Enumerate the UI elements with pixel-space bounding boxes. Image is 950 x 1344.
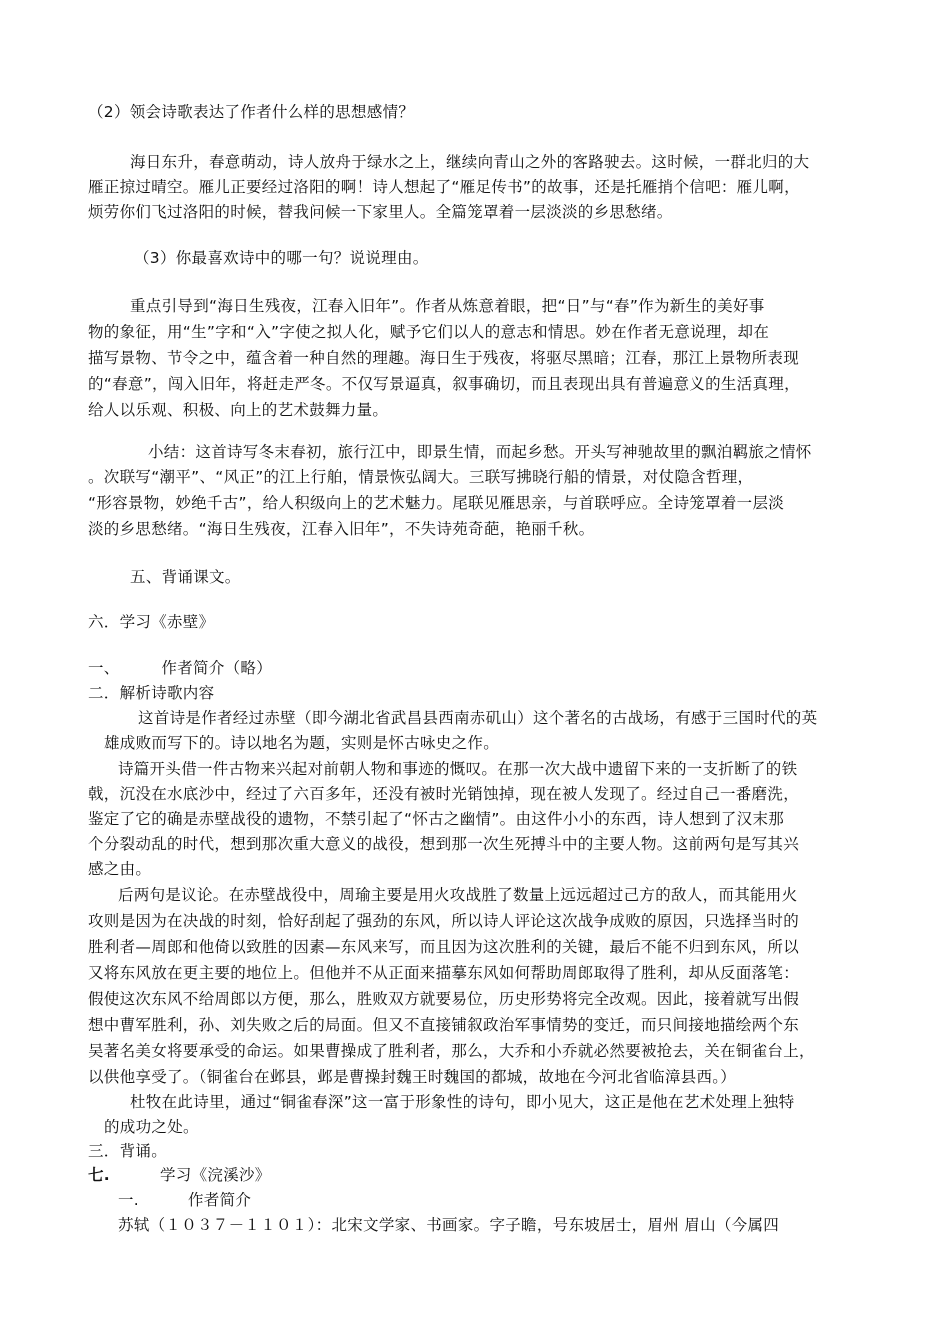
section-5-heading: 五、背诵课文。	[130, 568, 241, 586]
paragraph-line: 吴著名美女将要承受的命运。如果曹操成了胜利者，那么，大乔和小乔就必然要被抢去，关在铜雀台上，	[88, 1042, 815, 1060]
paragraph-line: 雄成败而写下的。诗以地名为题，实则是怀古咏史之作。	[104, 734, 500, 752]
summary-line: 。次联写“潮平”、“风正”的江上行舶，情景恢弘阔大。三联写拂晓行船的情景，对仗隐含哲理，	[88, 468, 754, 486]
section-7-title: 学习《浣溪沙》	[160, 1166, 271, 1184]
paragraph-line: 诗篇开头借一件古物来兴起对前朝人物和事迹的慨叹。在那一次大战中遗留下来的一支折断了的铁	[118, 760, 798, 778]
paragraph-line: 给人以乐观、积极、向上的艺术鼓舞力量。	[88, 401, 389, 419]
paragraph-line: 又将东风放在更主要的地位上。但他并不从正面来描摹东风如何帮助周郎取得了胜利，却从反面落笔：	[88, 964, 800, 982]
question-2-title: （2）领会诗歌表达了作者什么样的思想感情？	[88, 103, 415, 121]
paragraph-line: 描写景物、节令之中，蕴含着一种自然的理趣。海日生于残夜，将驱尽黑暗；江春，那江上景物所表现	[88, 349, 800, 367]
summary-line: 淡的乡思愁绪。“海日生残夜，江春入旧年”，不失诗苑奇葩，艳丽千秋。	[88, 520, 595, 538]
section-7-number: 七.	[88, 1166, 110, 1184]
paragraph-line: 戟，沉没在水底沙中，经过了六百多年，还没有被时光销蚀掉，现在被人发现了。经过自己一番磨洗，	[88, 785, 800, 803]
section-6-heading: 六．学习《赤壁》	[88, 613, 215, 631]
paragraph-line: 后两句是议论。在赤壁战役中，周瑜主要是用火攻战胜了数量上远远超过己方的敌人，而其能用火	[118, 886, 798, 904]
paragraph-line: 的“春意”，闯入旧年，将赶走严冬。不仅写景逼真，叙事确切，而且表现出具有普遍意义的生活真理，	[88, 375, 800, 393]
summary-line: “形容景物，妙绝千古”，给人积级向上的艺术魅力。尾联见雁思亲，与首联呼应。全诗笼罩着一层淡	[88, 494, 785, 512]
author-intro-heading: 一、 作者简介（略）	[88, 659, 273, 677]
summary-line: 小结：这首诗写冬末春初，旅行江中，即景生情，而起乡愁。开头写神驰故里的飘泊羁旅之情怀	[148, 443, 812, 461]
paragraph-line: 的成功之处。	[104, 1118, 199, 1136]
paragraph-line: 杜牧在此诗里，通过“铜雀春深”这一富于形象性的诗句，即小见大，这正是他在艺术处理上独特	[130, 1093, 795, 1111]
paragraph-line: 感之由。	[88, 860, 152, 878]
paragraph-line: 重点引导到“海日生残夜，江春入旧年”。作者从炼意着眼，把“日”与“春”作为新生的美好事	[130, 297, 765, 315]
paragraph-line: 假使这次东风不给周郎以方便，那么，胜败双方就要易位，历史形势将完全改观。因此，接着就写出假	[88, 990, 800, 1008]
paragraph-line: 这首诗是作者经过赤壁（即今湖北省武昌县西南赤矶山）这个著名的古战场，有感于三国时代的英	[138, 709, 818, 727]
recite-heading: 三．背诵。	[88, 1142, 168, 1160]
analysis-heading: 二．解析诗歌内容	[88, 684, 215, 702]
paragraph-line: 想中曹军胜利，孙、刘失败之后的局面。但又不直接铺叙政治军事情势的变迁，而只间接地描绘两个东	[88, 1016, 800, 1034]
paragraph-line: 以供他享受了。（铜雀台在邺县，邺是曹操封魏王时魏国的都城，故地在今河北省临漳县西。）	[88, 1068, 737, 1086]
paragraph-line: 胜利者—周郎和他倚以致胜的因素—东风来写，而且因为这次胜利的关键，最后不能不归到东风，所以	[88, 938, 800, 956]
paragraph-line: 烦劳你们飞过洛阳的时候，替我问候一下家里人。全篇笼罩着一层淡淡的乡思愁绪。	[88, 203, 673, 221]
paragraph-line: 鉴定了它的确是赤壁战役的遗物，不禁引起了“怀古之幽情”。由这件小小的东西，诗人想到了汉末那	[88, 810, 785, 828]
s7-item-1-title: 作者简介	[188, 1191, 252, 1209]
paragraph-line: 苏轼（１０３７－１１０１）：北宋文学家、书画家。字子瞻，号东坡居士，眉州 眉山（今属四	[118, 1216, 780, 1234]
paragraph-line: 个分裂动乱的时代，想到那次重大意义的战役，想到那一次生死搏斗中的主要人物。这前两句是写其兴	[88, 835, 800, 853]
paragraph-line: 雁正掠过晴空。雁儿正要经过洛阳的啊！诗人想起了“雁足传书”的故事，还是托雁捎个信吧：雁儿啊，	[88, 178, 800, 196]
paragraph-line: 攻则是因为在决战的时刻，恰好刮起了强劲的东风，所以诗人评论这次战争成败的原因，只选择当时的	[88, 912, 800, 930]
paragraph-line: 海日东升，春意萌动，诗人放舟于绿水之上，继续向青山之外的客路驶去。这时候，一群北归的大	[130, 153, 810, 171]
s7-item-1-number: 一.	[118, 1191, 140, 1209]
question-3-title: （3）你最喜欢诗中的哪一句？说说理由。	[134, 249, 429, 267]
paragraph-line: 物的象征，用“生”字和“入”字使之拟人化，赋予它们以人的意志和情思。妙在作者无意说理，却在	[88, 323, 770, 341]
